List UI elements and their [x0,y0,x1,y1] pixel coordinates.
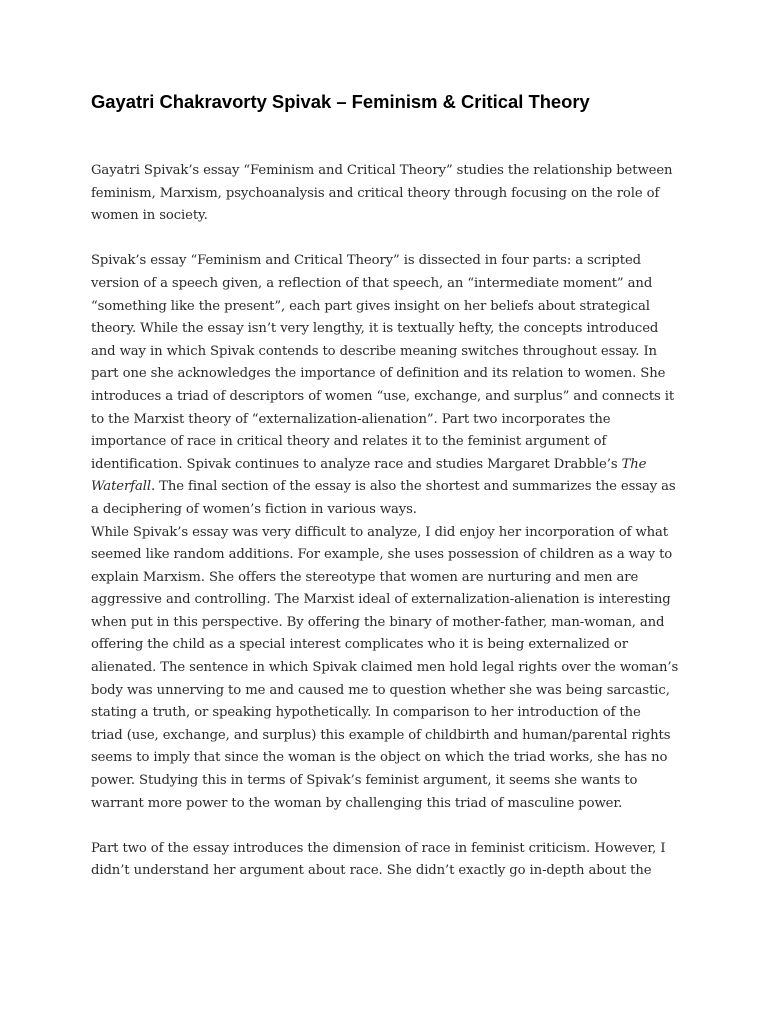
text-line: “something like the present”, each part gives insight on her beliefs about strategical [91,298,650,314]
text-line: part one she acknowledges the importance of definition and its relation to women. She [91,366,666,382]
paragraph-gap [91,815,681,838]
text-line [91,454,681,477]
text-line: introduces a triad of descriptors of women “use, exchange, and surplus” and connects it [91,388,675,404]
text-line: and way in which Spivak contends to describe meaning switches throughout essay. In [91,343,657,359]
text-line: to the Marxist theory of “externalization-alienation”. Part two incorporates the [91,411,611,427]
text-line: feminism, Marxism, psychoanalysis and critical theory through focusing on the role of [91,185,660,201]
document-page [91,88,681,883]
text-line: triad (use, exchange, and surplus) this example of childbirth and human/parental rights [91,727,671,743]
document-title: Gayatri Chakravorty Spivak – Feminism & Critical Theory [91,91,590,112]
paragraph-gap [91,228,681,251]
text-line: alienated. The sentence in which Spivak claimed men hold legal rights over the woman’s [91,660,679,676]
text-line: aggressive and controlling. The Marxist ideal of externalization-alienation is interesting [91,592,671,608]
text-line: explain Marxism. She offers the stereotype that women are nurturing and men are [91,569,639,585]
book-title-italic: Waterfall [91,479,151,495]
text-line-start: identification. Spivak continues to analyze race and studies Margaret Drabble’s [91,456,622,472]
text-line: stating a truth, or speaking hypothetically. In comparison to her introduction of the [91,705,641,721]
paragraph-2 [91,250,681,521]
text-line-rest: . The final section of the essay is also the shortest and summarizes the essay as [150,479,676,495]
text-line: power. Studying this in terms of Spivak’s feminist argument, it seems she wants to [91,773,638,789]
text-line: a deciphering of women’s fiction in various ways. [91,501,417,517]
paragraph-1 [91,160,681,228]
book-title-italic: The [621,456,647,472]
text-line [91,476,681,499]
paragraph-4 [91,838,681,883]
text-line: importance of race in critical theory and relates it to the feminist argument of [91,434,607,450]
text-line: Gayatri Spivak’s essay “Feminism and Critical Theory” studies the relationship between [91,163,673,178]
text-line: warrant more power to the woman by challenging this triad of masculine power. [91,795,623,811]
text-line: seemed like random additions. For example, she uses possession of children as a way to [91,547,673,563]
text-line: when put in this perspective. By offering the binary of mother-father, man-woman, and [91,614,665,630]
text-line: While Spivak’s essay was very difficult to analyze, I did enjoy her incorporation of what [91,524,669,540]
text-line: didn’t understand her argument about race. She didn’t exactly go in-depth about the [91,863,652,879]
text-line: Part two of the essay introduces the dimension of race in feminist criticism. However, I [91,840,666,856]
text-line: seems to imply that since the woman is the object on which the triad works, she has no [91,750,668,766]
text-line: Spivak’s essay “Feminism and Critical Theory” is dissected in four parts: a scripted [91,253,642,269]
text-line: women in society. [91,208,208,224]
text-line: body was unnerving to me and caused me to question whether she was being sarcastic, [91,682,670,698]
text-line: offering the child as a special interest complicates who it is being externalized or [91,637,628,653]
document-body [91,160,681,883]
text-line: version of a speech given, a reflection of that speech, an “intermediate moment” and [91,275,653,291]
paragraph-3 [91,522,681,816]
text-line: theory. While the essay isn’t very lengthy, it is textually hefty, the concepts introduced [91,321,659,337]
